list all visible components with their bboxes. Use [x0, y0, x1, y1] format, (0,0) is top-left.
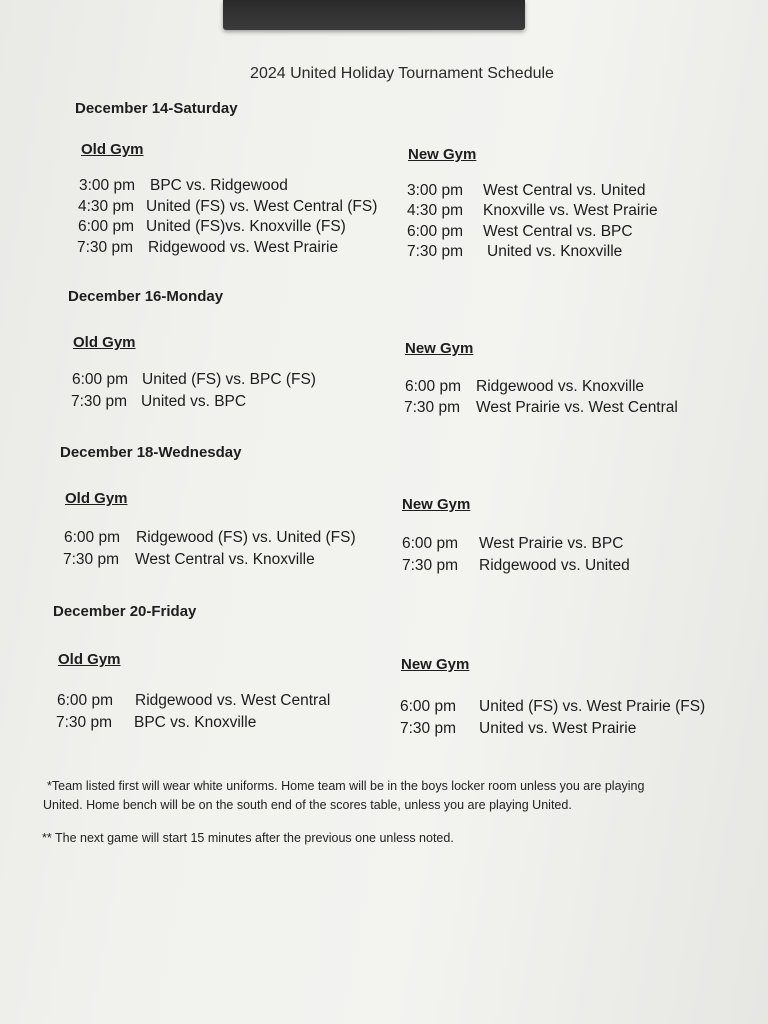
game-row: 6:00 pm West Prairie vs. BPC: [402, 535, 624, 552]
game-row: 3:00 pm West Central vs. United: [407, 182, 646, 199]
day-heading: December 14-Saturday: [75, 100, 238, 117]
day-heading: December 18-Wednesday: [60, 444, 242, 461]
clipboard-clip: [223, 0, 525, 30]
game-row: 4:30 pm Knoxville vs. West Prairie: [407, 202, 658, 219]
footnote-line: United. Home bench will be on the south end of the scores table, unless you are playing United.: [43, 798, 572, 812]
game-row: 4:30 pm United (FS) vs. West Central (FS): [78, 198, 378, 215]
game-row: 6:00 pm United (FS) vs. West Prairie (FS): [400, 698, 706, 715]
old-gym-heading: Old Gym: [73, 334, 136, 351]
game-row: 3:00 pm BPC vs. Ridgewood: [79, 177, 288, 194]
footnote-line: ** The next game will start 15 minutes after the previous one unless noted.: [42, 831, 454, 845]
game-row: 6:00 pm West Central vs. BPC: [407, 223, 633, 240]
old-gym-heading: Old Gym: [65, 490, 128, 507]
new-gym-heading: New Gym: [408, 146, 477, 163]
new-gym-heading: New Gym: [401, 656, 470, 673]
game-row: 6:00 pm Ridgewood vs. Knoxville: [405, 378, 645, 395]
old-gym-heading: Old Gym: [58, 651, 121, 668]
game-row: 6:00 pm United (FS)vs. Knoxville (FS): [78, 218, 346, 235]
game-row: 7:30 pm Ridgewood vs. United: [402, 557, 630, 574]
game-row: 6:00 pm United (FS) vs. BPC (FS): [72, 371, 316, 388]
game-row: 7:30 pm United vs. Knoxville: [407, 243, 623, 260]
game-row: 7:30 pm West Central vs. Knoxville: [63, 551, 315, 568]
game-row: 6:00 pm Ridgewood (FS) vs. United (FS): [64, 529, 356, 546]
new-gym-heading: New Gym: [402, 496, 471, 513]
game-row: 7:30 pm BPC vs. Knoxville: [56, 714, 257, 731]
game-row: 6:00 pm Ridgewood vs. West Central: [57, 692, 331, 709]
day-heading: December 16-Monday: [68, 288, 224, 305]
game-row: 7:30 pm United vs. BPC: [71, 393, 247, 410]
day-heading: December 20-Friday: [53, 603, 197, 620]
footnote-line: *Team listed first will wear white uniforms. Home team will be in the boys locker room unless you are playing: [47, 779, 645, 793]
game-row: 7:30 pm Ridgewood vs. West Prairie: [77, 239, 339, 256]
game-row: 7:30 pm United vs. West Prairie: [400, 720, 637, 737]
game-row: 7:30 pm West Prairie vs. West Central: [404, 399, 678, 416]
new-gym-heading: New Gym: [405, 340, 474, 357]
page-title: 2024 United Holiday Tournament Schedule: [250, 65, 554, 82]
old-gym-heading: Old Gym: [81, 141, 144, 158]
